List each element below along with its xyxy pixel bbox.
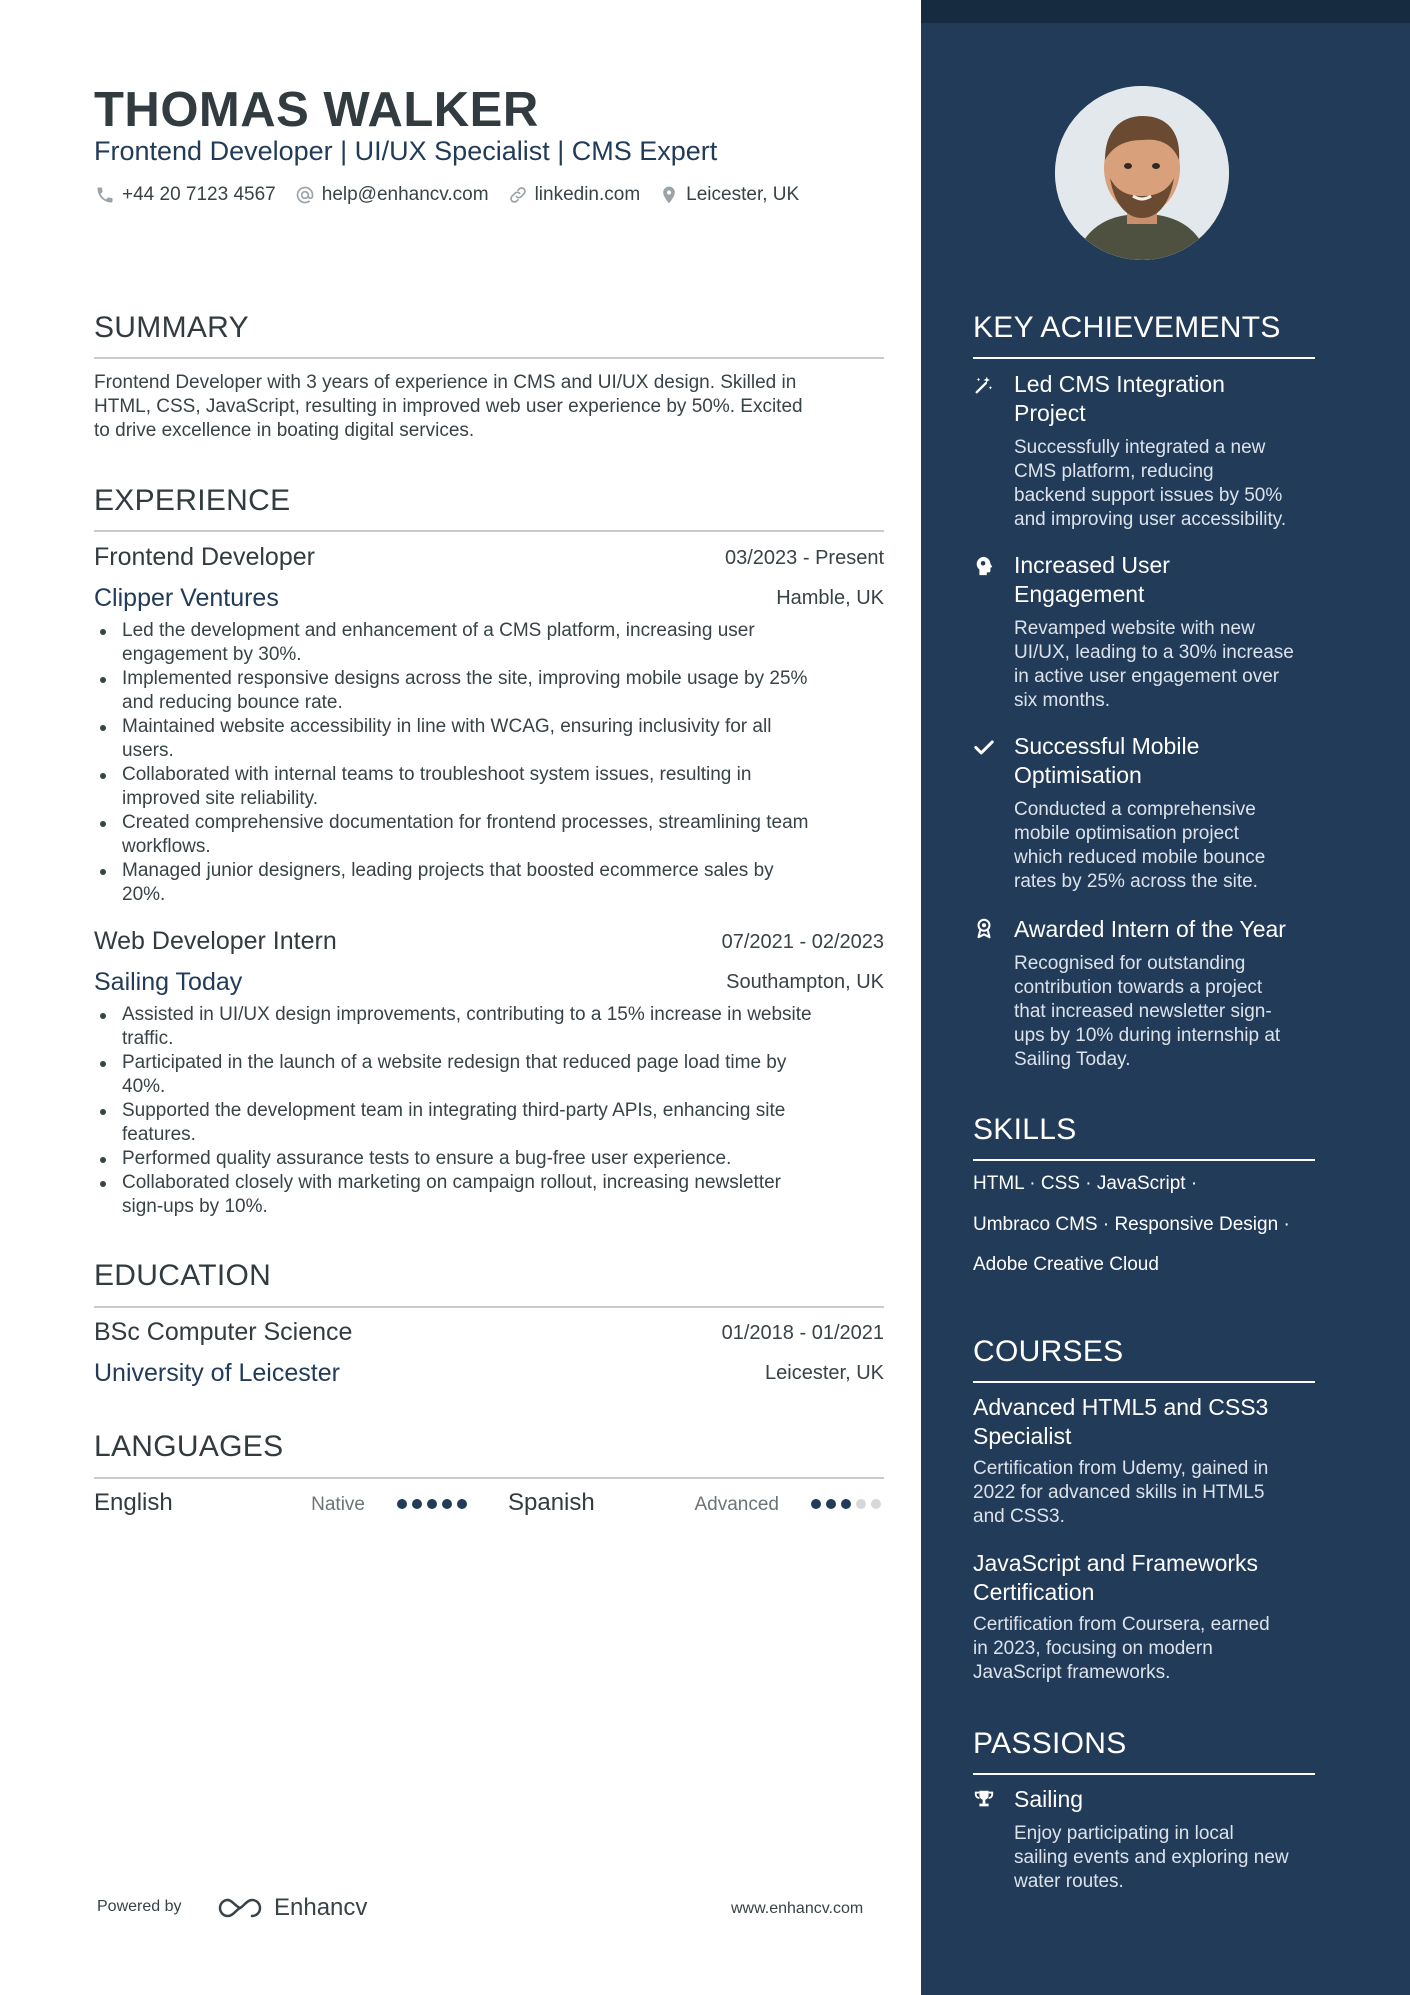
checkmark-icon: [973, 736, 997, 760]
passion-title: Sailing: [1014, 1786, 1084, 1812]
languages-divider: [94, 1477, 884, 1479]
language-rating: [397, 1499, 467, 1509]
job-bullets: [94, 1003, 894, 1219]
contact-location: [658, 184, 799, 206]
achievement-description: Successfully integrated a new CMS platform, reducing backend support issues by 50% and improving user accessibility.: [1014, 437, 1287, 530]
skills-divider: [973, 1159, 1315, 1161]
skills-title: SKILLS: [973, 1113, 1077, 1146]
rating-dot-filled: [457, 1499, 467, 1509]
rating-dot-filled: [427, 1499, 437, 1509]
list-item: Collaborated with internal teams to troubleshoot system issues, resulting in improved site reliability.: [94, 763, 894, 811]
contact-email[interactable]: [294, 184, 489, 206]
school: University of Leicester: [94, 1359, 340, 1387]
list-item: Assisted in UI/UX design improvements, contributing to a 15% increase in website traffic.: [94, 1003, 894, 1051]
sidebar: [921, 0, 1410, 1995]
list-item: Led the development and enhancement of a CMS platform, increasing user engagement by 30%.: [94, 619, 894, 667]
at-icon: [294, 184, 316, 206]
achievement-description: Revamped website with new UI/UX, leading to a 30% increase in active user engagement over six months.: [1014, 618, 1294, 711]
phone-icon: [94, 184, 116, 206]
link-icon: [507, 184, 529, 206]
list-item: Managed junior designers, leading projects that boosted ecommerce sales by 20%.: [94, 859, 894, 907]
education-divider: [94, 1306, 884, 1308]
profile-photo: [1055, 86, 1229, 260]
job-location: Southampton, UK: [726, 971, 884, 993]
achievement-description: Recognised for outstanding contribution towards a project that increased newsletter sign- ups by 10% during internship at Sailing Today.: [1014, 953, 1281, 1070]
rating-dot-empty: [871, 1499, 881, 1509]
magic-wand-icon: [973, 374, 997, 398]
summary-line: HTML, CSS, JavaScript, resulting in improved web user experience by 50%. Excited: [94, 396, 803, 417]
job-company: Clipper Ventures: [94, 584, 279, 612]
trophy-icon: [973, 1788, 997, 1812]
skills-line: HTML · CSS · JavaScript ·: [973, 1173, 1198, 1194]
degree: BSc Computer Science: [94, 1318, 353, 1346]
rating-dot-filled: [412, 1499, 422, 1509]
list-item: Implemented responsive designs across the site, improving mobile usage by 25% and reducing bounce rate.: [94, 667, 894, 715]
course-title: Advanced HTML5 and CSS3 Specialist: [973, 1394, 1269, 1449]
phone-text: +44 20 7123 4567: [122, 184, 276, 205]
passions-divider: [973, 1773, 1315, 1775]
education-dates: 01/2018 - 01/2021: [721, 1322, 884, 1344]
experience-divider: [94, 530, 884, 532]
summary-title: SUMMARY: [94, 311, 249, 344]
courses-divider: [973, 1381, 1315, 1383]
contact-bar: [94, 184, 799, 206]
email-text: help@enhancv.com: [321, 184, 489, 205]
job-company: Sailing Today: [94, 968, 243, 996]
list-item: Performed quality assurance tests to ensure a bug-free user experience.: [94, 1147, 894, 1171]
job-bullets: [94, 619, 894, 907]
candidate-name: THOMAS WALKER: [94, 83, 539, 137]
achievements-title: KEY ACHIEVEMENTS: [973, 311, 1281, 344]
summary-line: to drive excellence in boating digital services.: [94, 420, 475, 441]
achievement-title: Increased User Engagement: [1014, 552, 1170, 607]
job-location: Hamble, UK: [776, 587, 884, 609]
head-brain-icon: [973, 555, 997, 579]
award-medal-icon: [973, 917, 997, 941]
achievement-title: Led CMS Integration Project: [1014, 371, 1225, 426]
job-role: Web Developer Intern: [94, 927, 337, 955]
languages-title: LANGUAGES: [94, 1430, 284, 1463]
achievement-title: Awarded Intern of the Year: [1014, 916, 1286, 942]
contact-phone[interactable]: [94, 184, 276, 206]
location-text: Leicester, UK: [686, 184, 800, 205]
summary-text: [94, 371, 803, 443]
achievement-title: Successful Mobile Optimisation: [1014, 733, 1200, 788]
passions-title: PASSIONS: [973, 1727, 1127, 1760]
list-item: Maintained website accessibility in line with WCAG, ensuring inclusivity for all users.: [94, 715, 894, 763]
brand-text: Enhancv: [274, 1894, 368, 1921]
enhancv-logo[interactable]: [216, 1894, 367, 1922]
list-item: Participated in the launch of a website redesign that reduced page load time by 40%.: [94, 1051, 894, 1099]
education-title: EDUCATION: [94, 1259, 272, 1292]
skills-line: Umbraco CMS · Responsive Design ·: [973, 1214, 1290, 1235]
rating-dot-filled: [442, 1499, 452, 1509]
course-title: JavaScript and Frameworks Certification: [973, 1550, 1259, 1605]
rating-dot-filled: [826, 1499, 836, 1509]
contact-linkedin[interactable]: [507, 184, 641, 206]
achievement-description: Conducted a comprehensive mobile optimisation project which reduced mobile bounce rates by 25% across the site.: [1014, 799, 1266, 892]
language-level: Advanced: [694, 1494, 779, 1515]
linkedin-text: linkedin.com: [534, 184, 641, 205]
experience-title: EXPERIENCE: [94, 484, 291, 517]
powered-by-text: Powered by: [97, 1898, 182, 1915]
footer-url[interactable]: www.enhancv.com: [731, 1900, 864, 1917]
language-name: Spanish: [508, 1489, 595, 1516]
summary-line: Frontend Developer with 3 years of experience in CMS and UI/UX design. Skilled in: [94, 372, 797, 393]
rating-dot-filled: [841, 1499, 851, 1509]
rating-dot-filled: [397, 1499, 407, 1509]
courses-title: COURSES: [973, 1335, 1124, 1368]
summary-divider: [94, 357, 884, 359]
rating-dot-filled: [811, 1499, 821, 1509]
skills-line: Adobe Creative Cloud: [973, 1254, 1159, 1275]
list-item: Created comprehensive documentation for frontend processes, streamlining team workflows.: [94, 811, 894, 859]
course-description: Certification from Coursera, earned in 2023, focusing on modern JavaScript frameworks.: [973, 1614, 1270, 1683]
education-location: Leicester, UK: [765, 1362, 884, 1384]
passion-description: Enjoy participating in local sailing events and exploring new water routes.: [1014, 1823, 1289, 1892]
headline: Frontend Developer | UI/UX Specialist | CMS Expert: [94, 136, 718, 166]
list-item: Supported the development team in integrating third-party APIs, enhancing site features.: [94, 1099, 894, 1147]
job-dates: 07/2021 - 02/2023: [721, 931, 884, 953]
rating-dot-empty: [856, 1499, 866, 1509]
achievements-divider: [973, 357, 1315, 359]
language-name: English: [94, 1489, 173, 1516]
list-item: Collaborated closely with marketing on campaign rollout, increasing newsletter sign-ups by 10%.: [94, 1171, 894, 1219]
location-pin-icon: [658, 184, 680, 206]
sidebar-top-band: [921, 0, 1410, 23]
language-rating: [811, 1499, 881, 1509]
course-description: Certification from Udemy, gained in 2022 for advanced skills in HTML5 and CSS3.: [973, 1458, 1269, 1527]
job-role: Frontend Developer: [94, 543, 315, 571]
job-dates: 03/2023 - Present: [725, 547, 884, 569]
language-level: Native: [311, 1494, 365, 1515]
infinity-logo-icon: [216, 1896, 264, 1920]
